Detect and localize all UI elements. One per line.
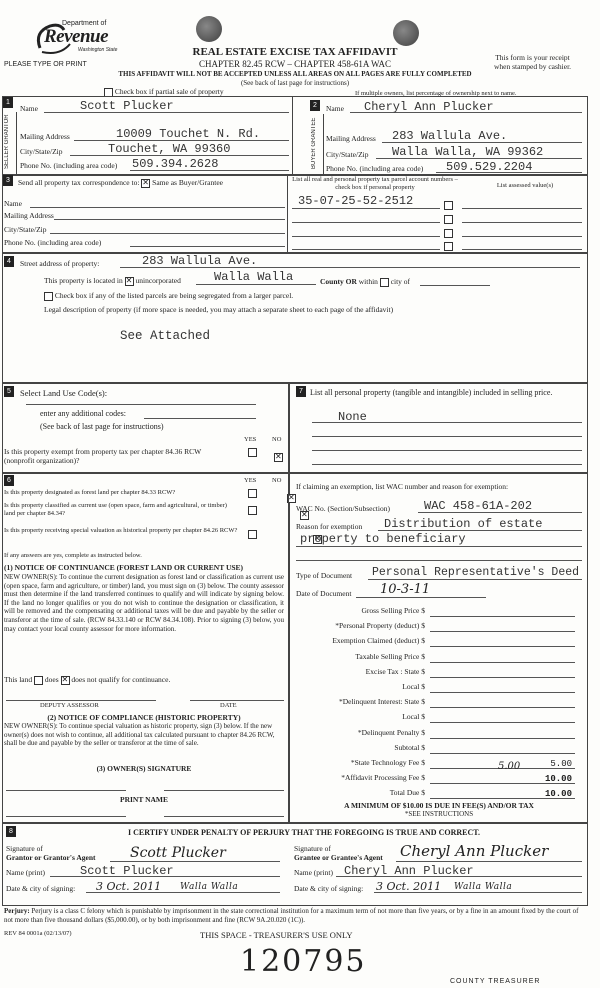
- does-checkbox[interactable]: [34, 676, 43, 685]
- compliance-title: (2) NOTICE OF COMPLIANCE (HISTORIC PROPERTY): [47, 713, 241, 722]
- q3-yes-checkbox[interactable]: [248, 530, 257, 539]
- grantor-sig-label-2: Grantor or Grantor's Agent: [6, 853, 96, 862]
- q2-yes-checkbox[interactable]: [248, 506, 257, 515]
- assessed-header: List assessed value(s): [496, 182, 554, 189]
- buyer-address[interactable]: 283 Wallula Ave.: [392, 129, 508, 143]
- grantor-city[interactable]: Walla Walla: [180, 882, 239, 892]
- q3-historic: Is this property receiving special valuation as historical property per chapter 84.26 RCW?: [4, 527, 238, 534]
- segregated-label: Check box if any of the listed parcels are being segregated from a larger parcel.: [54, 291, 294, 300]
- seller-side-label: SELLER GRANTOR: [4, 114, 10, 170]
- buyer-side-label: BUYER GRANTEE: [311, 117, 317, 169]
- parcel-number-1[interactable]: 35-07-25-52-2512: [298, 194, 414, 208]
- fee-label: *Delinquent Interest: State $: [338, 697, 425, 707]
- fee-value[interactable]: 10.00: [544, 789, 572, 800]
- receipt-note-1: This form is your receipt: [495, 53, 570, 62]
- certify-statement: I CERTIFY UNDER PENALTY OF PERJURY THAT THE FOREGOING IS TRUE AND CORRECT.: [127, 828, 480, 837]
- fee-line: [430, 722, 575, 723]
- fee-row: [300, 621, 580, 634]
- deputy-assessor-label: DEPUTY ASSESSOR: [40, 702, 99, 709]
- continuance-text: NEW OWNER(S): To continue the current designation as forest land or classification as current use (open space, farm and agriculture, or timber) land, you must sign on (3) below. The county assessor must then determine if the land transferred continues to qualify and will indicate by signing below. If the land no longer qualifies or you do not wish to continue the designation or classification, it will be removed and the compensating or additional taxes will be due and payable by the seller or transferor at the time of sale. (RCW 84.33.140 or RCW 84.34.108). Prior to signing (3) below, you may contact your local county assessor for more information.: [4, 573, 284, 633]
- fee-row: [300, 636, 580, 649]
- exempt-no-checkbox[interactable]: [274, 453, 283, 462]
- section-7-number: 7: [296, 386, 306, 397]
- legal-label: Legal description of property (if more space is needed, you may attach a separate sheet to each page of the affidavit): [44, 305, 394, 314]
- personal-property-label: List all personal property (tangible and intangible) included in selling price.: [310, 388, 553, 397]
- fee-label: *Delinquent Penalty $: [357, 727, 425, 737]
- fee-label: Excise Tax : State $: [365, 666, 425, 676]
- grantee-city[interactable]: Walla Walla: [454, 882, 513, 892]
- q1-yes-checkbox[interactable]: [248, 489, 257, 498]
- fee-line: [430, 738, 575, 739]
- section-3-number: 3: [3, 175, 13, 186]
- does-not-label: does not: [71, 675, 97, 684]
- fee-label: *Affidavit Processing Fee $: [341, 773, 425, 783]
- dept-main: Revenue: [44, 26, 109, 47]
- fee-line: [430, 662, 575, 663]
- receipt-note-2: when stamped by cashier.: [493, 62, 572, 71]
- s6-no: NO: [272, 477, 282, 484]
- parcel-1-personal-checkbox[interactable]: [444, 201, 453, 210]
- fee-line: [430, 707, 575, 708]
- buyer-address-label: Mailing Address: [326, 134, 376, 143]
- s5-no: NO: [272, 436, 282, 443]
- exempt-yes-checkbox[interactable]: [248, 448, 257, 457]
- buyer-city[interactable]: Walla Walla, WA 99362: [392, 145, 544, 159]
- form-chapter: CHAPTER 82.45 RCW – CHAPTER 458-61A WAC: [199, 59, 391, 69]
- section-2-number: 2: [310, 100, 320, 111]
- form-title: REAL ESTATE EXCISE TAX AFFIDAVIT: [192, 46, 398, 58]
- continuance-row: [4, 675, 170, 685]
- fee-row: [300, 728, 580, 741]
- fee-line: [430, 692, 575, 693]
- punch-hole-left: [196, 16, 222, 42]
- seller-address[interactable]: 10009 Touchet N. Rd.: [116, 127, 261, 141]
- fee-label: Total Due $: [389, 788, 425, 798]
- section-5-number: 5: [4, 386, 14, 397]
- property-street[interactable]: 283 Wallula Ave.: [142, 254, 258, 268]
- grantor-date[interactable]: 3 Oct. 2011: [96, 880, 162, 893]
- same-as-buyer-checkbox[interactable]: [141, 179, 150, 188]
- within-label: within: [358, 277, 378, 286]
- within-city-checkbox[interactable]: [380, 278, 389, 287]
- send-correspondence-label: Send all property tax correspondence to:: [18, 178, 140, 187]
- additional-codes-label: enter any additional codes:: [40, 409, 126, 418]
- buyer-name[interactable]: Cheryl Ann Plucker: [364, 100, 494, 114]
- treasurer-stamp-number: 120795: [240, 944, 367, 979]
- fee-line: [430, 631, 575, 632]
- dor-logo: [30, 18, 120, 56]
- fee-value[interactable]: 5.00: [550, 759, 572, 769]
- section-1-number: 1: [3, 97, 13, 108]
- exempt-question: Is this property exempt from property tax per chapter 84.36 RCW (nonprofit organization)?: [4, 447, 202, 465]
- seller-address-label: Mailing Address: [20, 132, 70, 141]
- grantor-signature[interactable]: Scott Plucker: [130, 845, 226, 861]
- does-not-checkbox[interactable]: [61, 676, 70, 685]
- minimum-fee-note: A MINIMUM OF $10.00 IS DUE IN FEE(S) AND/OR TAX: [344, 801, 534, 810]
- dept-top: Department of: [62, 20, 107, 27]
- unincorporated-label: unincorporated: [135, 276, 181, 285]
- county-or-label: County OR: [320, 277, 357, 286]
- s3-name-label: Name: [4, 199, 22, 208]
- county-treasurer-stamp: COUNTY TREASURER: [450, 978, 541, 985]
- compliance-text: NEW OWNER(S): To continue special valuation as historic property, sign (3) below. If the new owner(s) does not wish to continue, all additional tax calculated pursuant to chapter 84.26 RCW, shall be due and payable by the seller or transferor at the time of sale.: [4, 722, 275, 748]
- seller-city-label: City/State/Zip: [20, 147, 63, 156]
- grantor-print-label: Name (print): [6, 868, 45, 877]
- buyer-city-label: City/State/Zip: [326, 150, 369, 159]
- s3-city-label: City/State/Zip: [4, 225, 47, 234]
- fee-row: [300, 652, 580, 665]
- grantor-date-label: Date & city of signing:: [6, 884, 76, 893]
- form-warning: THIS AFFIDAVIT WILL NOT BE ACCEPTED UNLESS ALL AREAS ON ALL PAGES ARE FULLY COMPLETED: [118, 70, 472, 78]
- grantee-sig-label-2: Grantee or Grantee's Agent: [294, 853, 383, 862]
- dept-sub: Washington State: [78, 47, 118, 53]
- fee-value[interactable]: 10.00: [544, 774, 572, 785]
- parcel-3-personal-checkbox[interactable]: [444, 229, 453, 238]
- fee-line: [430, 753, 575, 754]
- wac-number[interactable]: WAC 458-61A-202: [424, 499, 533, 513]
- fee-row: [300, 697, 580, 710]
- reason-label: Reason for exemption: [296, 522, 363, 531]
- grantee-date-label: Date & city of signing:: [294, 884, 364, 893]
- s3-phone-label: Phone No. (including area code): [4, 238, 102, 247]
- q2-current-use: Is this property classified as current use (open space, farm and agricultural, or timber) land per chapter 84.34?: [4, 502, 227, 517]
- fee-row: [300, 682, 580, 695]
- fee-line: [430, 646, 575, 647]
- grantee-print-name[interactable]: Cheryl Ann Plucker: [344, 864, 474, 878]
- fee-row: [300, 606, 580, 619]
- reason-line-1[interactable]: Distribution of estate: [384, 517, 543, 531]
- wac-label: WAC No. (Section/Subsection): [296, 504, 390, 513]
- fee-label: Gross Selling Price $: [361, 606, 425, 615]
- seller-city[interactable]: Touchet, WA 99360: [108, 142, 231, 156]
- fee-label: Local $: [402, 712, 425, 722]
- reason-line-2[interactable]: property to beneficiary: [300, 532, 466, 546]
- q1-forest: Is this property designated as forest land per chapter 84.33 RCW?: [4, 489, 176, 496]
- same-as-buyer-label: Same as Buyer/Grantee: [152, 178, 223, 187]
- fee-label: Exemption Claimed (deduct) $: [332, 636, 425, 646]
- perjury-note: [4, 907, 586, 924]
- receipt-note: [470, 53, 595, 71]
- fee-line: [430, 616, 575, 617]
- grantee-sig-label-1: Signature of: [294, 844, 331, 853]
- form-see-back: (See back of last page for instructions): [240, 79, 350, 87]
- s5-yes: YES: [244, 436, 257, 443]
- city-of-label: city of: [390, 277, 411, 286]
- legal-description[interactable]: See Attached: [120, 329, 211, 343]
- doc-date-label: Date of Document: [296, 589, 352, 598]
- grantor-print-name[interactable]: Scott Plucker: [80, 864, 174, 878]
- section-4: [2, 252, 588, 384]
- fee-label: Local $: [402, 682, 425, 691]
- doc-type[interactable]: Personal Representative's Deed: [372, 566, 580, 579]
- qualify-label: qualify for continuance.: [98, 675, 171, 684]
- buyer-phone-label: Phone No. (including area code): [326, 164, 424, 173]
- continuance-title: (1) NOTICE OF CONTINUANCE (FOREST LAND OR CURRENT USE): [4, 563, 244, 572]
- punch-hole-right: [393, 20, 419, 46]
- street-label: Street address of property:: [20, 259, 100, 268]
- section-6-number: 6: [4, 475, 14, 486]
- doc-date[interactable]: 10-3-11: [380, 582, 431, 597]
- fee-row: [300, 788, 580, 801]
- seller-phone-label: Phone No. (including area code): [20, 161, 118, 170]
- if-yes-note: If any answers are yes, complete as instructed below.: [4, 552, 142, 559]
- fee-row: [300, 758, 580, 771]
- personal-property-value[interactable]: None: [338, 410, 367, 424]
- segregated-row: [44, 291, 293, 301]
- deputy-date-label: DATE: [220, 702, 237, 709]
- section-4-number: 4: [4, 256, 14, 267]
- unincorporated-checkbox[interactable]: [125, 277, 134, 286]
- seller-name-label: Name: [20, 104, 38, 113]
- perjury-label: Perjury:: [4, 907, 30, 915]
- exemption-label: If claiming an exemption, list WAC number and reason for exemption:: [296, 482, 509, 491]
- affidavit-fee-hand: 5.00: [498, 761, 521, 772]
- send-correspondence-row: [18, 178, 223, 188]
- buyer-phone[interactable]: 509.529.2204: [446, 160, 533, 174]
- multiple-owners-note: If multiple owners, list percentage of ownership next to name.: [355, 90, 517, 97]
- segregated-checkbox[interactable]: [44, 292, 53, 301]
- grantor-sig-label-1: Signature of: [6, 844, 43, 853]
- parcel-header: List all real and personal property tax parcel account numbers – check box if personal property: [292, 176, 458, 191]
- fee-line: [430, 677, 575, 678]
- fee-label: *State Technology Fee $: [350, 758, 425, 767]
- fee-row: [300, 773, 580, 786]
- s6-yes: YES: [244, 477, 257, 484]
- fee-row: [300, 667, 580, 680]
- parcel-2-personal-checkbox[interactable]: [444, 215, 453, 224]
- see-instructions-note: *SEE INSTRUCTIONS: [404, 810, 474, 818]
- fee-label: Taxable Selling Price $: [355, 651, 425, 661]
- fee-row: [300, 712, 580, 725]
- partial-sale-label: Check box if partial sale of property: [114, 87, 224, 96]
- grantee-signature[interactable]: Cheryl Ann Plucker: [400, 842, 549, 860]
- section-8-number: 8: [6, 826, 16, 837]
- treasurer-note: THIS SPACE - TREASURER'S USE ONLY: [200, 930, 353, 940]
- buyer-name-label: Name: [326, 104, 344, 113]
- land-use-label: Select Land Use Code(s):: [20, 388, 108, 398]
- form-number: REV 84 0001a (02/13/07): [4, 930, 72, 937]
- fee-row: [300, 743, 580, 756]
- fee-label: *Personal Property (deduct) $: [335, 621, 425, 631]
- perjury-text: Perjury is a class C felony which is punishable by imprisonment in the state correctional institution for a maximum term of not more than five years, or by a fine in an amount fixed by the court of not more than five thousand dollars ($5,000.00), or by both imprisonment and fine (RCW 9A.20.020 (1C)).: [4, 907, 579, 924]
- located-label: This property is located in: [44, 276, 123, 285]
- print-name-label: PRINT NAME: [120, 795, 168, 804]
- seller-phone[interactable]: 509.394.2628: [132, 157, 219, 171]
- within-row: [320, 277, 410, 287]
- owner-signature-label: (3) OWNER(S) SIGNATURE: [96, 764, 192, 773]
- property-county[interactable]: Walla Walla: [214, 270, 294, 284]
- doc-type-label: Type of Document: [296, 571, 353, 580]
- seller-name[interactable]: Scott Plucker: [80, 99, 174, 113]
- this-land-label: This land: [4, 675, 33, 684]
- s5-see-back: (See back of last page for instructions): [40, 422, 164, 431]
- parcel-4-personal-checkbox[interactable]: [444, 242, 453, 251]
- type-or-print: PLEASE TYPE OR PRINT: [4, 61, 87, 68]
- fee-label: Subtotal $: [394, 742, 425, 752]
- s3-address-label: Mailing Address: [4, 211, 54, 220]
- located-row: [44, 276, 181, 286]
- does-label: does: [44, 675, 59, 684]
- grantee-print-label: Name (print): [294, 868, 333, 877]
- grantee-date[interactable]: 3 Oct. 2011: [376, 880, 442, 893]
